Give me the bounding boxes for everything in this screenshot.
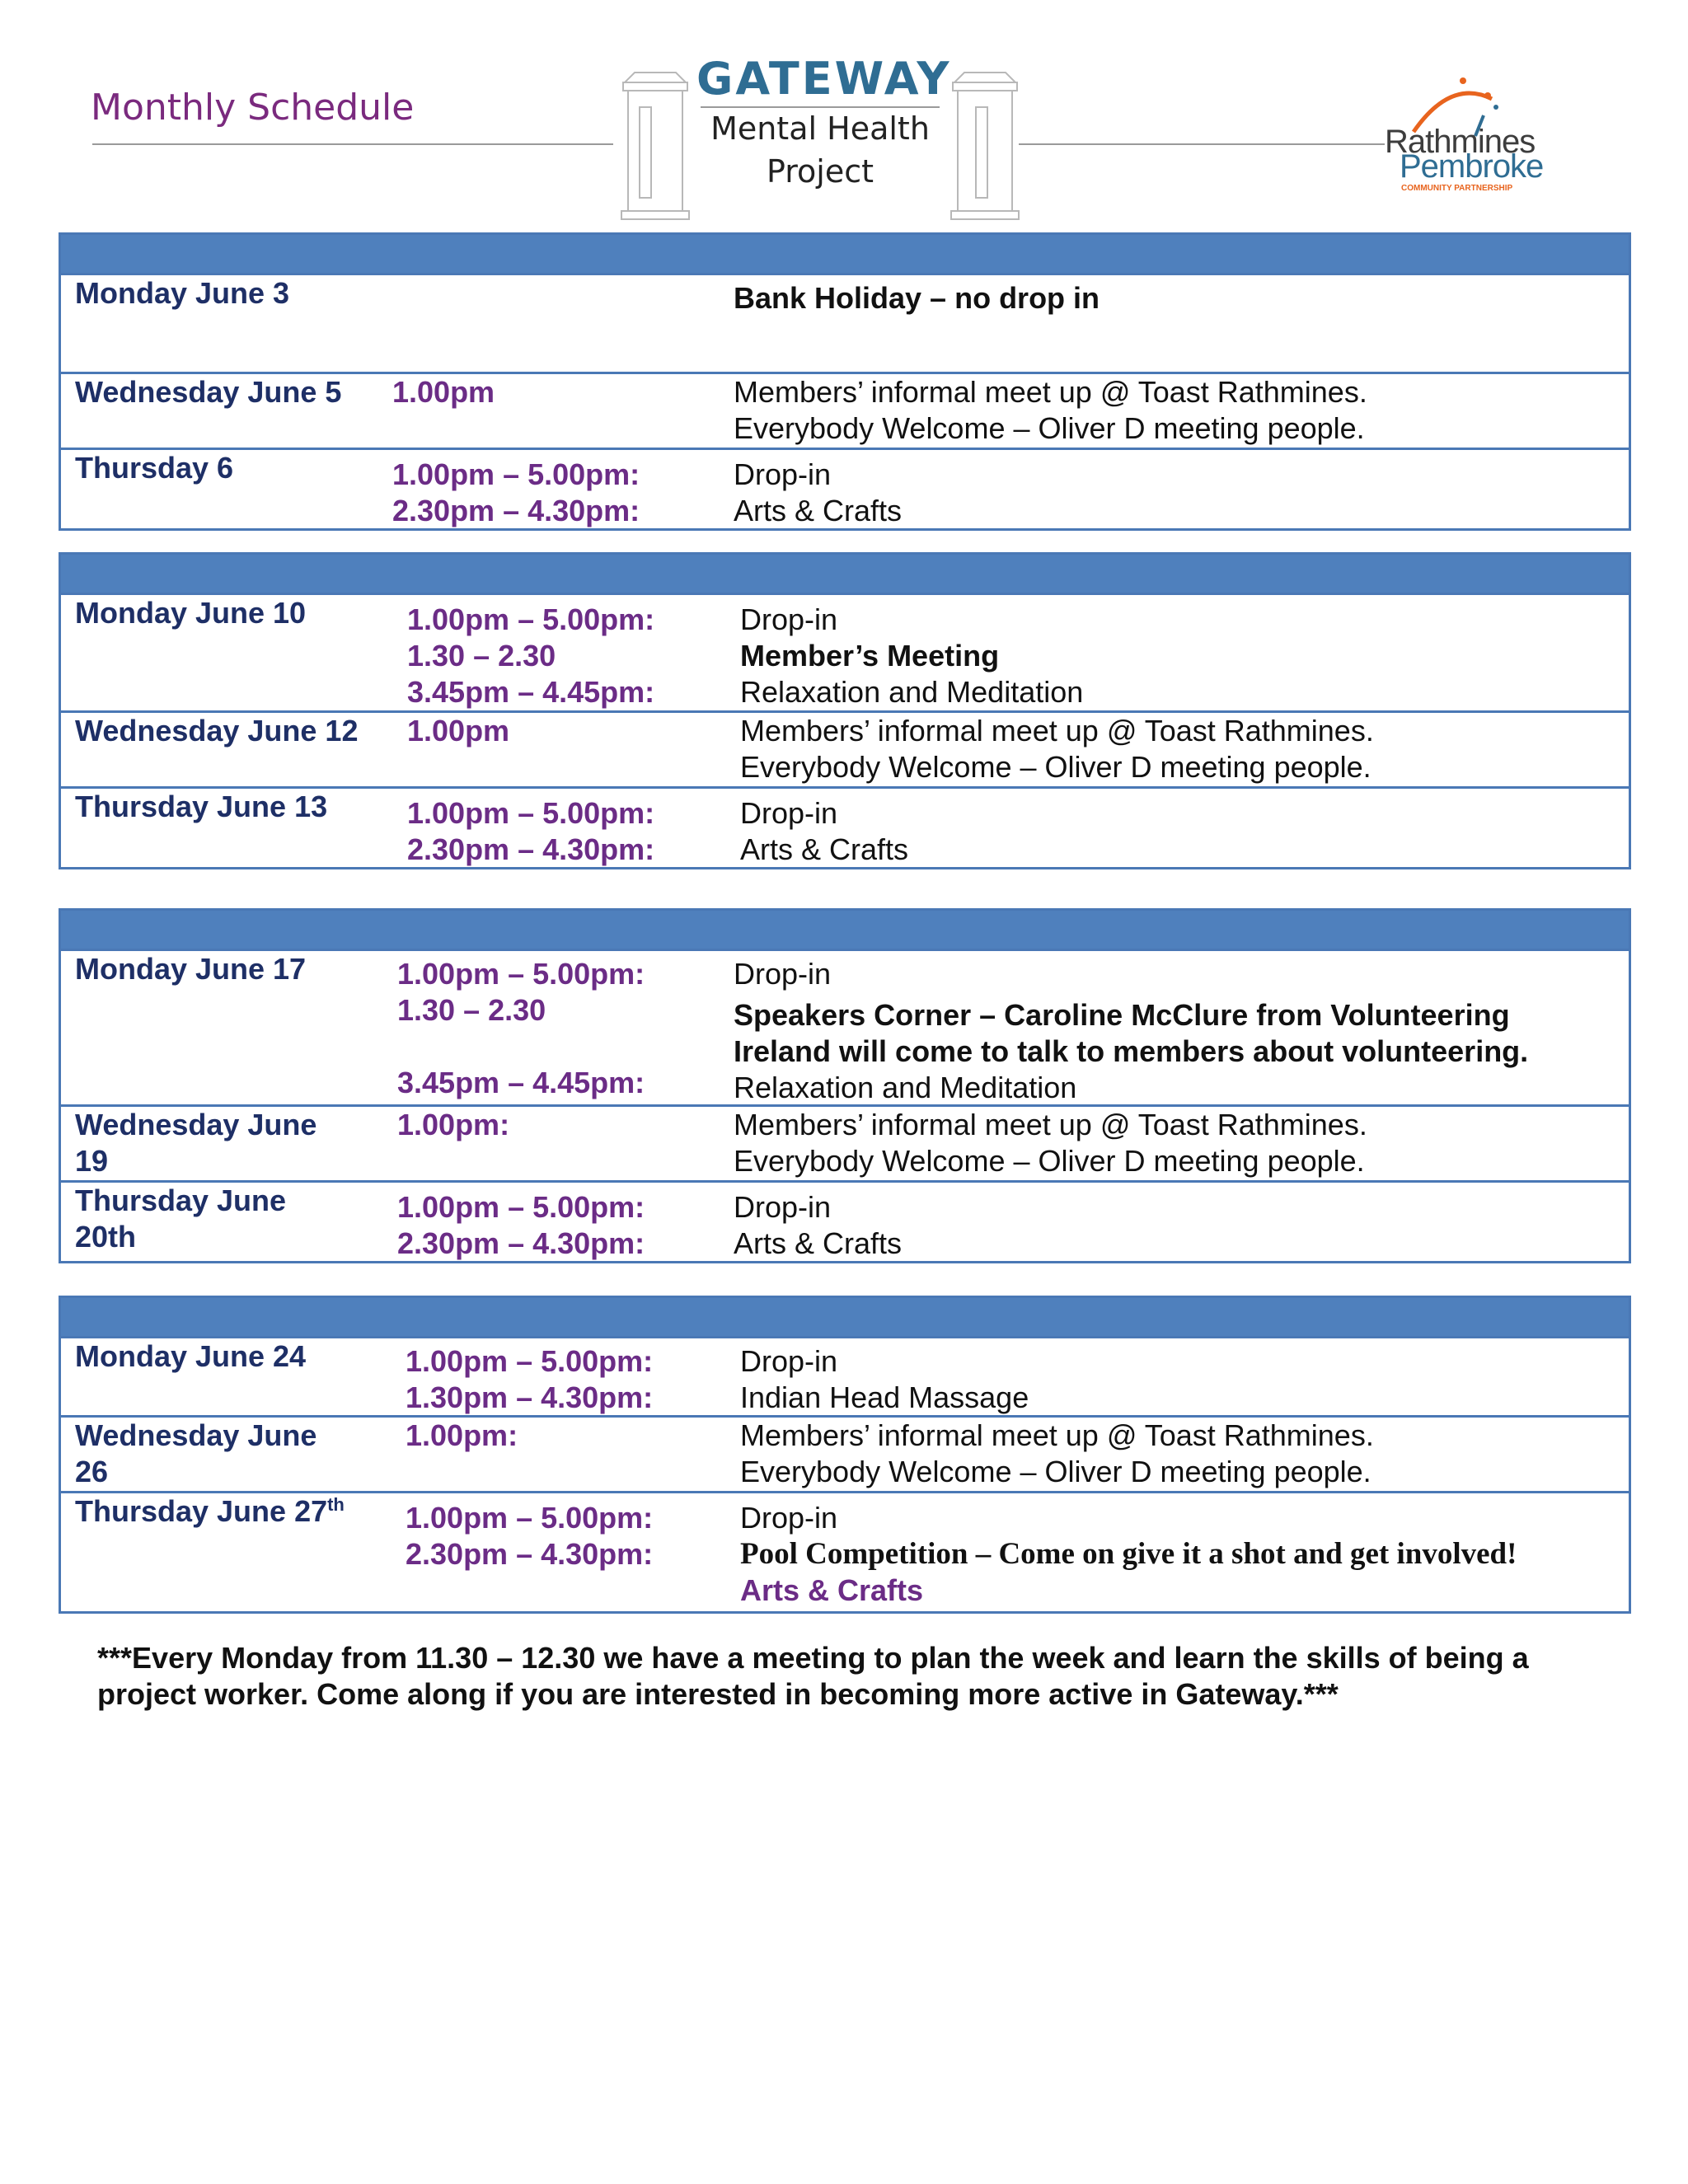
row-activities: [740, 1418, 1374, 1490]
activity-line: Drop-in: [740, 1501, 838, 1535]
row-times: [392, 457, 640, 529]
activity-line: Members’ informal meet up @ Toast Rathmines.: [740, 714, 1374, 748]
schedule-row: [61, 1493, 1629, 1611]
row-times: [397, 1189, 645, 1262]
week-header-band: [61, 555, 1629, 595]
row-activities: [740, 795, 908, 868]
partner-tagline: COMMUNITY PARTNERSHIP: [1401, 184, 1513, 193]
day-label: Thursday June 27: [75, 1494, 328, 1528]
row-day: Wednesday June 12: [75, 714, 359, 748]
time-line: 1.00pm:: [397, 1108, 510, 1141]
row-times: [406, 1500, 653, 1572]
header-rule-right: [1019, 143, 1385, 145]
schedule-row: [61, 275, 1629, 374]
gateway-subtitle-line-1: Mental Health: [710, 110, 930, 147]
time-line: 1.30 – 2.30: [407, 639, 556, 673]
time-line: 1.00pm – 5.00pm:: [406, 1344, 654, 1378]
week-header-band: [61, 911, 1629, 951]
day-suffix: th: [327, 1494, 345, 1515]
schedule-row: [61, 789, 1629, 867]
activity-line: Speakers Corner – Caroline McClure from Volunteering: [734, 998, 1510, 1032]
activity-line: Arts & Crafts: [734, 494, 903, 527]
week-block-4: [59, 1296, 1631, 1614]
row-day: Wednesday June 26: [75, 1418, 317, 1488]
time-line: 2.30pm – 4.30pm:: [406, 1537, 654, 1571]
activity-line: Drop-in: [734, 957, 832, 991]
partner-name-line-2: Pembroke: [1400, 148, 1544, 185]
time-line: 1.00pm: [407, 714, 510, 748]
time-line: 3.45pm – 4.45pm:: [397, 1066, 645, 1099]
week-block-3: [59, 908, 1631, 1263]
activity-line: Bank Holiday – no drop in: [734, 281, 1100, 315]
gateway-wordmark: GATEWAY: [696, 53, 952, 105]
row-activities: [740, 602, 1083, 710]
partner-name-line-1: Rathmines: [1385, 124, 1536, 160]
row-times: [407, 795, 654, 868]
schedule-row: [61, 595, 1629, 713]
row-times: [397, 1107, 509, 1143]
row-activities: [740, 1500, 1517, 1609]
activity-line: Pool Competition – Come on give it a shot and get involved!: [740, 1537, 1517, 1571]
row-times: [407, 602, 654, 710]
schedule-row: [61, 1183, 1629, 1261]
activity-line: Members’ informal meet up @ Toast Rathmines.: [734, 1108, 1367, 1141]
row-day: Monday June 3: [75, 276, 290, 310]
row-day: Wednesday June 5: [75, 375, 342, 409]
activity-line: Arts & Crafts: [740, 832, 909, 866]
page-title: Monthly Schedule: [91, 87, 415, 129]
row-day: Wednesday June 19: [75, 1108, 317, 1178]
week-header-band: [61, 235, 1629, 275]
schedule-row: [61, 374, 1629, 450]
time-line: 1.00pm – 5.00pm:: [397, 957, 645, 991]
row-day: [75, 1493, 345, 1530]
activity-line: Relaxation and Meditation: [734, 1071, 1077, 1104]
row-day: Monday June 10: [75, 596, 307, 630]
activity-line: Drop-in: [740, 796, 838, 830]
time-line: 1.00pm:: [406, 1418, 518, 1452]
activity-line: Relaxation and Meditation: [740, 675, 1084, 709]
row-activities: [734, 1189, 902, 1262]
activity-line: Members’ informal meet up @ Toast Rathmines.: [740, 1418, 1374, 1452]
time-line: 1.00pm: [392, 375, 495, 409]
row-activities: [734, 457, 902, 529]
time-line: 1.00pm – 5.00pm:: [407, 602, 655, 636]
row-activities: [740, 1343, 1029, 1416]
time-line: 1.00pm – 5.00pm:: [406, 1501, 654, 1535]
row-day: Thursday 6: [75, 451, 234, 485]
activity-line: Drop-in: [734, 1190, 832, 1224]
activity-line: Drop-in: [734, 457, 832, 491]
activity-line: Everybody Welcome – Oliver D meeting people.: [734, 411, 1365, 445]
row-times: [407, 713, 509, 749]
row-times: [397, 956, 645, 1101]
time-line: 1.30pm – 4.30pm:: [406, 1380, 654, 1414]
activity-line: Arts & Crafts: [734, 1226, 903, 1260]
activity-line: Member’s Meeting: [740, 639, 1000, 673]
row-day: Thursday June 13: [75, 790, 328, 823]
schedule-row: [61, 951, 1629, 1107]
row-day: Thursday June 20th: [75, 1183, 287, 1254]
time-line: 2.30pm – 4.30pm:: [397, 1226, 645, 1260]
activity-line: Members’ informal meet up @ Toast Rathmines.: [734, 375, 1367, 409]
schedule-row: [61, 450, 1629, 528]
row-activities: [734, 956, 1528, 1106]
activity-line: Ireland will come to talk to members about volunteering.: [734, 1034, 1529, 1068]
schedule-row: [61, 713, 1629, 789]
time-line: 1.00pm – 5.00pm:: [407, 796, 655, 830]
row-times: [406, 1343, 653, 1416]
schedule-row: [61, 1418, 1629, 1493]
time-line: 1.00pm – 5.00pm:: [397, 1190, 645, 1224]
activity-line: Drop-in: [740, 1344, 838, 1378]
activity-line: Arts & Crafts: [740, 1573, 924, 1607]
row-activities: [734, 1107, 1367, 1179]
week-block-1: [59, 232, 1631, 531]
row-day: Monday June 24: [75, 1339, 307, 1373]
header-rule-left: [92, 143, 613, 145]
schedule-row: [61, 1338, 1629, 1418]
row-day: Monday June 17: [75, 952, 307, 986]
time-line: 3.45pm – 4.45pm:: [407, 675, 655, 709]
activity-line: Drop-in: [740, 602, 838, 636]
row-times: [392, 374, 495, 410]
time-line: 2.30pm – 4.30pm:: [392, 494, 640, 527]
week-block-2: [59, 552, 1631, 869]
row-times: [406, 1418, 518, 1454]
row-activities: [734, 374, 1367, 447]
row-activities: [734, 280, 1100, 316]
week-header-band: [61, 1298, 1629, 1338]
activity-line: Everybody Welcome – Oliver D meeting people.: [734, 1144, 1365, 1178]
activity-line: Indian Head Massage: [740, 1380, 1029, 1414]
activity-line: Everybody Welcome – Oliver D meeting people.: [740, 1455, 1372, 1488]
time-line: 1.30 – 2.30: [397, 993, 546, 1027]
time-line: 1.00pm – 5.00pm:: [392, 457, 640, 491]
gateway-subtitle: [696, 107, 944, 193]
activity-line: Everybody Welcome – Oliver D meeting people.: [740, 750, 1372, 784]
schedule-row: [61, 1107, 1629, 1183]
rathmines-pembroke-logo: [1385, 74, 1566, 198]
gateway-logo: [618, 49, 1022, 223]
gateway-subtitle-line-2: Project: [766, 153, 874, 190]
row-activities: [740, 713, 1374, 785]
time-line: 2.30pm – 4.30pm:: [407, 832, 655, 866]
footnote: ***Every Monday from 11.30 – 12.30 we have a meeting to plan the week and learn the skills of being a project worker. Come along if you are interested in becoming more active in Gateway.***: [97, 1641, 1529, 1711]
